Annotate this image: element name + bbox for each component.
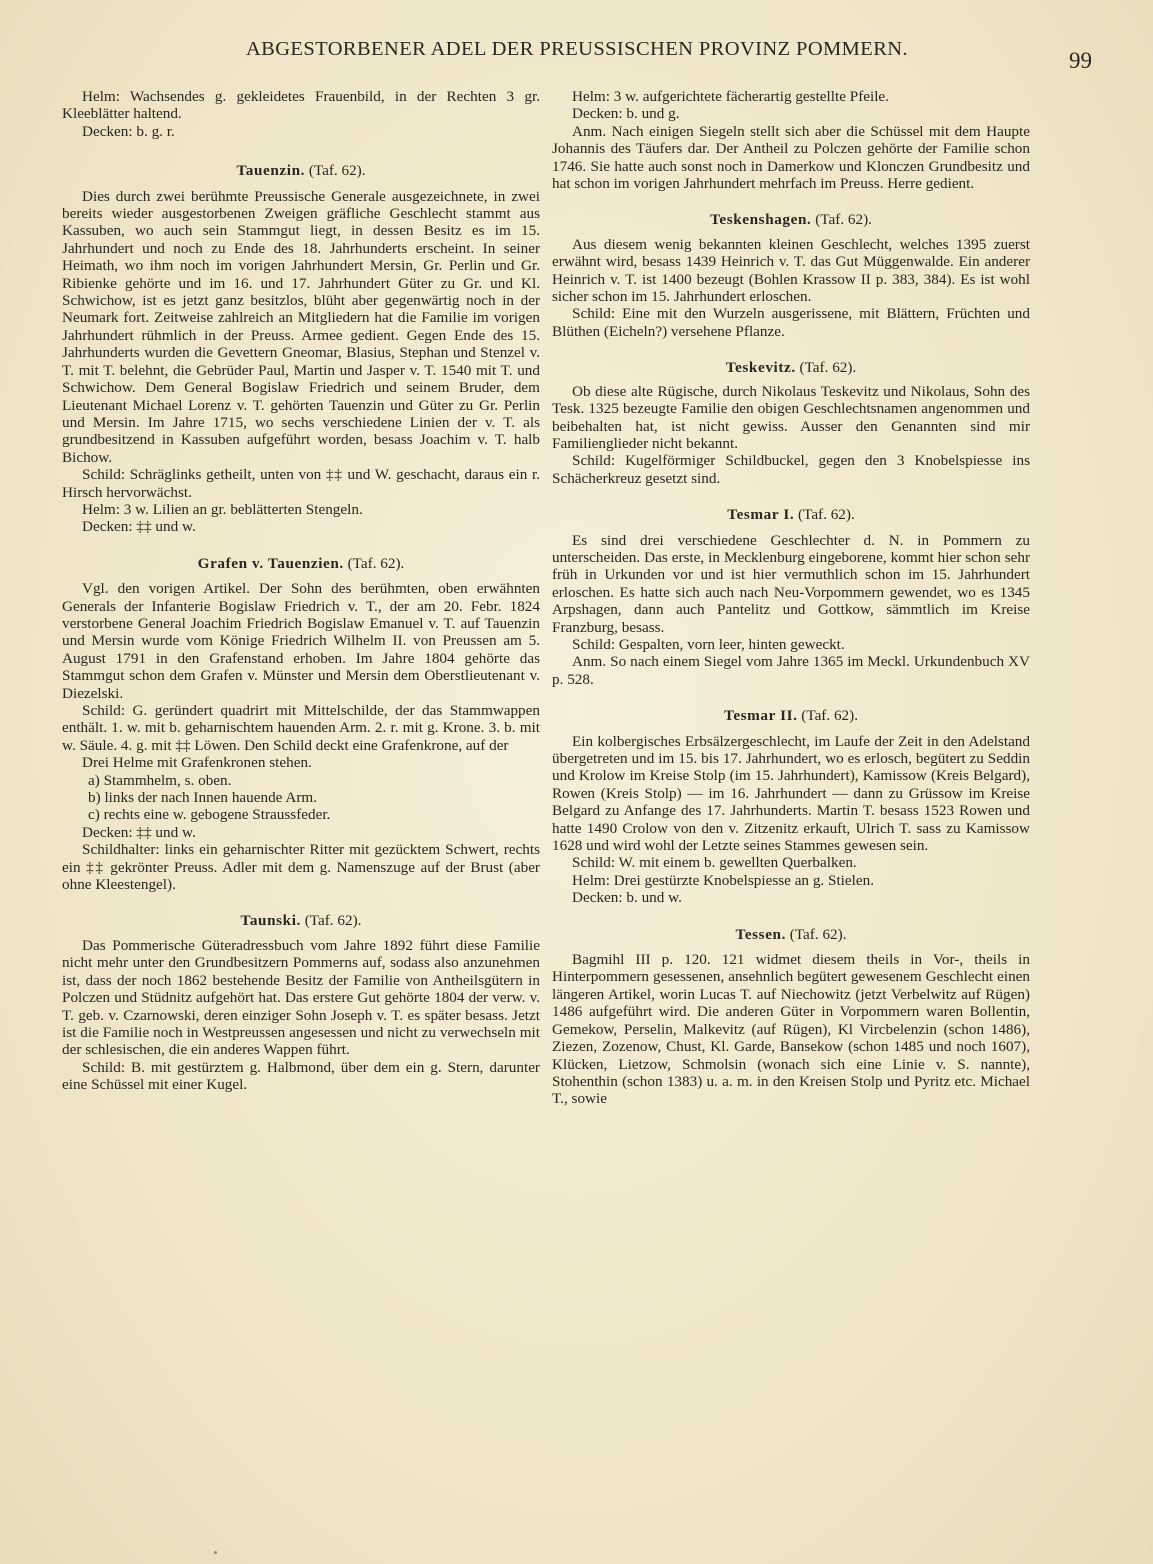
plate-ref: (Taf. 62). bbox=[304, 912, 362, 930]
entry-heading-teskenshagen bbox=[552, 211, 1030, 228]
page-header bbox=[62, 38, 1092, 74]
helm-line: Helm: 3 w. Lilien an gr. beblätterten Stengeln. bbox=[82, 500, 363, 518]
schild-line: Schild: W. mit einem b. gewellten Querbalken. bbox=[572, 854, 857, 872]
helm-line: Helm: 3 w. aufgerichtete fächerartig gestellte Pfeile. bbox=[572, 88, 889, 105]
entry-name: Grafen v. Tauenzien. bbox=[197, 554, 344, 572]
helme-intro: Drei Helme mit Grafenkronen stehen. bbox=[82, 754, 312, 772]
schildhalter-line: Schildhalter: links ein geharnischter Ritter mit gezücktem Schwert, rechts ein ‡‡ gekrönter Preuss. Adler mit dem g. Namenszuge auf der Brust (aber ohne Kleestengel). bbox=[62, 841, 540, 894]
entry-heading-tesmar-1 bbox=[552, 506, 1030, 523]
entry-paragraph: Ob diese alte Rügische, durch Nikolaus Teskevitz und Nikolaus, Sohn des Tesk. 1325 bezeugte Familie den obigen Geschlechtsnamen angenommen und beibehalten hat, ist nicht gewiss. Ausser den Genannten sind mir Familienglieder nicht bekannt. bbox=[552, 382, 1030, 452]
entry-paragraph: Es sind drei verschiedene Geschlechter d. N. in Pommern zu unterscheiden. Das erste, in Mecklenburg eingeborene, kommt hier schon sehr früh in Urkunden vor und ist hier vermuthlich schon im 15. Jahrhundert erloschen. Es hatte sich auch nach Neu-Vorpommern gewendet, wo es 1345 Arpshagen, dann auch Pantelitz und Gottkow, sämmtlich im Kreise Franzburg, besass. bbox=[552, 531, 1030, 636]
schild-line: Schild: Eine mit den Wurzeln ausgerissene, mit Blättern, Früchten und Blüthen (Eicheln?) versehene Pflanze. bbox=[552, 305, 1030, 340]
schild-line: Schild: Gespalten, vorn leer, hinten geweckt. bbox=[572, 635, 845, 653]
helm-list-item: b) links der nach Innen hauende Arm. bbox=[88, 789, 318, 807]
schild-line: Schild: B. mit gestürztem g. Halbmond, über dem ein g. Stern, darunter eine Schüssel mit einer Kugel. bbox=[62, 1058, 540, 1094]
schild-line: Schild: Kugelförmiger Schildbuckel, gegen den 3 Knobelspiesse ins Schächerkreuz gesetzt sind. bbox=[552, 452, 1030, 487]
entry-paragraph: Ein kolbergisches Erbsälzergeschlecht, im Laufe der Zeit in den Adelstand übergetreten und im 15. bis 17. Jahrhundert, wo es erlosch, begütert zu Seddin und Krolow im Kreise Stolp (im 15. Jahrhundert), Kamissow (Kreis Belgard), Rowen (Kreis Stolp) — im 16. Jahrhundert — dann zu Grüssow im Kreise Belgard zu Anfange des 17. Jahrhunderts. Martin T. besass 1523 Rowen und hatte 1490 Crolow von den v. Zitzenitz erkauft, Ulrich T. sass zu Kamissow 1628 und wird wohl der Letzte seines Stammes gewesen sein. bbox=[552, 732, 1030, 855]
decken-line: Decken: ‡‡ und w. bbox=[82, 823, 196, 841]
entry-name: Tessen. bbox=[735, 925, 786, 943]
schild-line: Schild: Schräglinks getheilt, unten von ‡‡ und W. geschacht, daraus ein r. Hirsch hervorwächst. bbox=[62, 466, 540, 501]
helm-line: Helm: Wachsendes g. gekleidetes Frauenbild, in der Rechten 3 gr. Kleeblätter haltend. bbox=[62, 88, 540, 123]
plate-ref: (Taf. 62). bbox=[798, 506, 855, 524]
entry-name: Teskenshagen. bbox=[710, 211, 812, 229]
entry-heading-taunski bbox=[62, 912, 540, 929]
decken-line: Decken: b. g. r. bbox=[82, 122, 175, 140]
schild-line: Schild: G. geründert quadrirt mit Mittelschilde, der das Stammwappen enthält. 1. w. mit b. geharnischtem hauenden Arm. 2. r. mit g. Krone. 3. b. mit w. Säule. 4. g. mit ‡‡ Löwen. Den Schild deckt eine Grafenkrone, auf der bbox=[62, 702, 540, 754]
plate-ref: (Taf. 62). bbox=[801, 707, 859, 725]
entry-name: Tauenzin. bbox=[236, 162, 306, 180]
decken-line: Decken: b. und w. bbox=[572, 889, 682, 907]
plate-ref: (Taf. 62). bbox=[347, 554, 405, 572]
entry-name: Tesmar I. bbox=[727, 506, 795, 524]
paper-speck bbox=[214, 1551, 217, 1554]
plate-ref: (Taf. 62). bbox=[789, 925, 847, 943]
entry-heading-grafen-tauenzien bbox=[62, 555, 540, 572]
entry-name: Taunski. bbox=[240, 912, 301, 930]
plate-ref: (Taf. 62). bbox=[815, 211, 872, 229]
running-title: ABGESTORBENER ADEL DER PREUSSISCHEN PROVINZ POMMERN. bbox=[245, 38, 909, 60]
decken-line: Decken: b. und g. bbox=[572, 105, 680, 123]
helm-line: Helm: Drei gestürzte Knobelspiesse an g. Stielen. bbox=[572, 871, 874, 889]
plate-ref: (Taf. 62). bbox=[799, 359, 857, 377]
decken-line: Decken: ‡‡ und w. bbox=[82, 518, 196, 536]
entry-heading-tessen bbox=[552, 926, 1030, 943]
entry-name: Teskevitz. bbox=[725, 359, 796, 377]
page-number: 99 bbox=[1069, 48, 1092, 73]
helm-list-item: a) Stammhelm, s. oben. bbox=[88, 771, 232, 789]
entry-paragraph: Aus diesem wenig bekannten kleinen Geschlecht, welches 1395 zuerst erwähnt wird, besass 1439 Heinrich v. T. das Gut Müggenwalde. Ein anderer Heinrich v. T. ist 1400 bezeugt (Bohlen Krassow II p. 383, 384). Es ist wohl sicher schon im 15. Jahrhundert erloschen. bbox=[552, 235, 1030, 306]
anm-paragraph: Anm. Nach einigen Siegeln stellt sich aber die Schüssel mit dem Haupte Johannis des Täufers dar. Der Antheil zu Polczen gehörte der Familie schon 1746. Sie hatte auch sonst noch in Damerkow und Klonczen Grundbesitz und hat schon im vorigen Jahrhundert mehrfach im Preuss. Herre gedient. bbox=[552, 122, 1030, 193]
entry-paragraph: Bagmihl III p. 120. 121 widmet diesem theils in Vor-, theils in Hinterpommern gesessenen, ansehnlich begütert gewesenem Geschlecht einen längeren Artikel, worin Lucas T. auf Niechowitz (jetzt Verbelwitz auf Rügen) 1486 aufgeführt wird. Die anderen Güter in Vorpommern waren Bollentin, Gemekow, Perselin, Malkevitz (auf Rügen), Kl Vircbelenzin (schon 1486), Ziezen, Zozenow, Chust, Kl. Garde, Bansekow (schon 1485 und noch 1607), Klücken, Lietzow, Schmolsin (wonach sich eine Linie v. S. nannte), Stohenthin (schon 1383) u. a. m. in den Kreisen Stolp und Pyritz etc. Michael T., sowie bbox=[552, 951, 1030, 1108]
left-column bbox=[62, 88, 540, 1094]
helm-list-item: c) rechts eine w. gebogene Straussfeder. bbox=[88, 806, 331, 824]
entry-heading-tauenzin bbox=[62, 162, 540, 179]
right-column bbox=[552, 88, 1030, 1108]
plate-ref: (Taf. 62). bbox=[308, 162, 366, 180]
anm-paragraph: Anm. So nach einem Siegel vom Jahre 1365 im Meckl. Urkundenbuch XV p. 528. bbox=[552, 653, 1030, 688]
entry-paragraph: Vgl. den vorigen Artikel. Der Sohn des berühmten, oben erwähnten Generals der Infanterie Bogislaw Friedrich v. T., der am 20. Febr. 1824 verstorbene General Joachim Friedrich Bogislaw Emanuel v. T. auf Tauenzin und Mersin wurde vom Könige Friedrich Wilhelm II. von Preussen am 5. August 1791 in den Grafenstand erhoben. Im Jahre 1804 gehörte das Stammgut schon dem Grafen v. Münster und Mersin dem Oberstlieutenant v. Diezelski. bbox=[62, 580, 540, 702]
entry-heading-teskevitz bbox=[552, 359, 1030, 376]
entry-paragraph: Das Pommerische Güteradressbuch vom Jahre 1892 führt diese Familie nicht mehr unter den Grundbesitzern Pommerns auf, sodass also anzunehmen ist, dass der noch 1862 bestehende Besitz der Familie von Antheilsgütern in Polczen und Stüdnitz aufgehört hat. Das erstere Gut gehörte 1804 der verw. v. T. geb. v. Czarnowski, deren einziger Sohn Joseph v. T. es später besass. Jetzt ist die Familie noch in Westpreussen angesessen und nicht zu verwechseln mit der schlesischen, die ein anderes Wappen führt. bbox=[62, 936, 540, 1059]
entry-heading-tesmar-2 bbox=[552, 707, 1030, 724]
entry-paragraph: Dies durch zwei berühmte Preussische Generale ausgezeichnete, in zwei bereits wieder ausgestorbenen Zweigen gräfliche Geschlecht stammt aus Kassuben, wo auch sein Stammgut liegt, in dessen Besitz es im 15. Jahrhundert und noch zu Ende des 18. Jahrhunderts erscheint. In seiner Heimath, wo ihm noch im vorigen Jahrhundert Mersin, Gr. Perlin und Gr. Ribienke gehörte und im 16. und 17. Jahrhundert Güter zu Gr. und Kl. Schwichow, ist es jetzt ganz besitzlos, blüht aber gegenwärtig noch in der Neumark fort. Zeitweise zahlreich an Mitgliedern hat die Familie im vorigen Jahrhundert rühmlich in der Preuss. Armee gedient. Gegen Ende des 15. Jahrhunderts wurden die Gevettern Gneomar, Blasius, Stephan und Stenzel v. T. mit T. belehnt, die Gebrüder Paul, Martin und Jasper v. T. 1540 mit T. und Schwichow. Dem General Bogislaw Friedrich und seinem Bruder, dem Lieutenant Michael Lorenz v. T. gehörten Tauenzin und Güter zu Gr. Perlin und Mersin. Im Jahre 1715, wo sechs verschiedene Linien der v. T. als grundbesitzend in Kassuben aufgeführt worden, besass Joachim v. T. halb Bichow. bbox=[62, 187, 540, 466]
entry-name: Tesmar II. bbox=[723, 707, 798, 725]
